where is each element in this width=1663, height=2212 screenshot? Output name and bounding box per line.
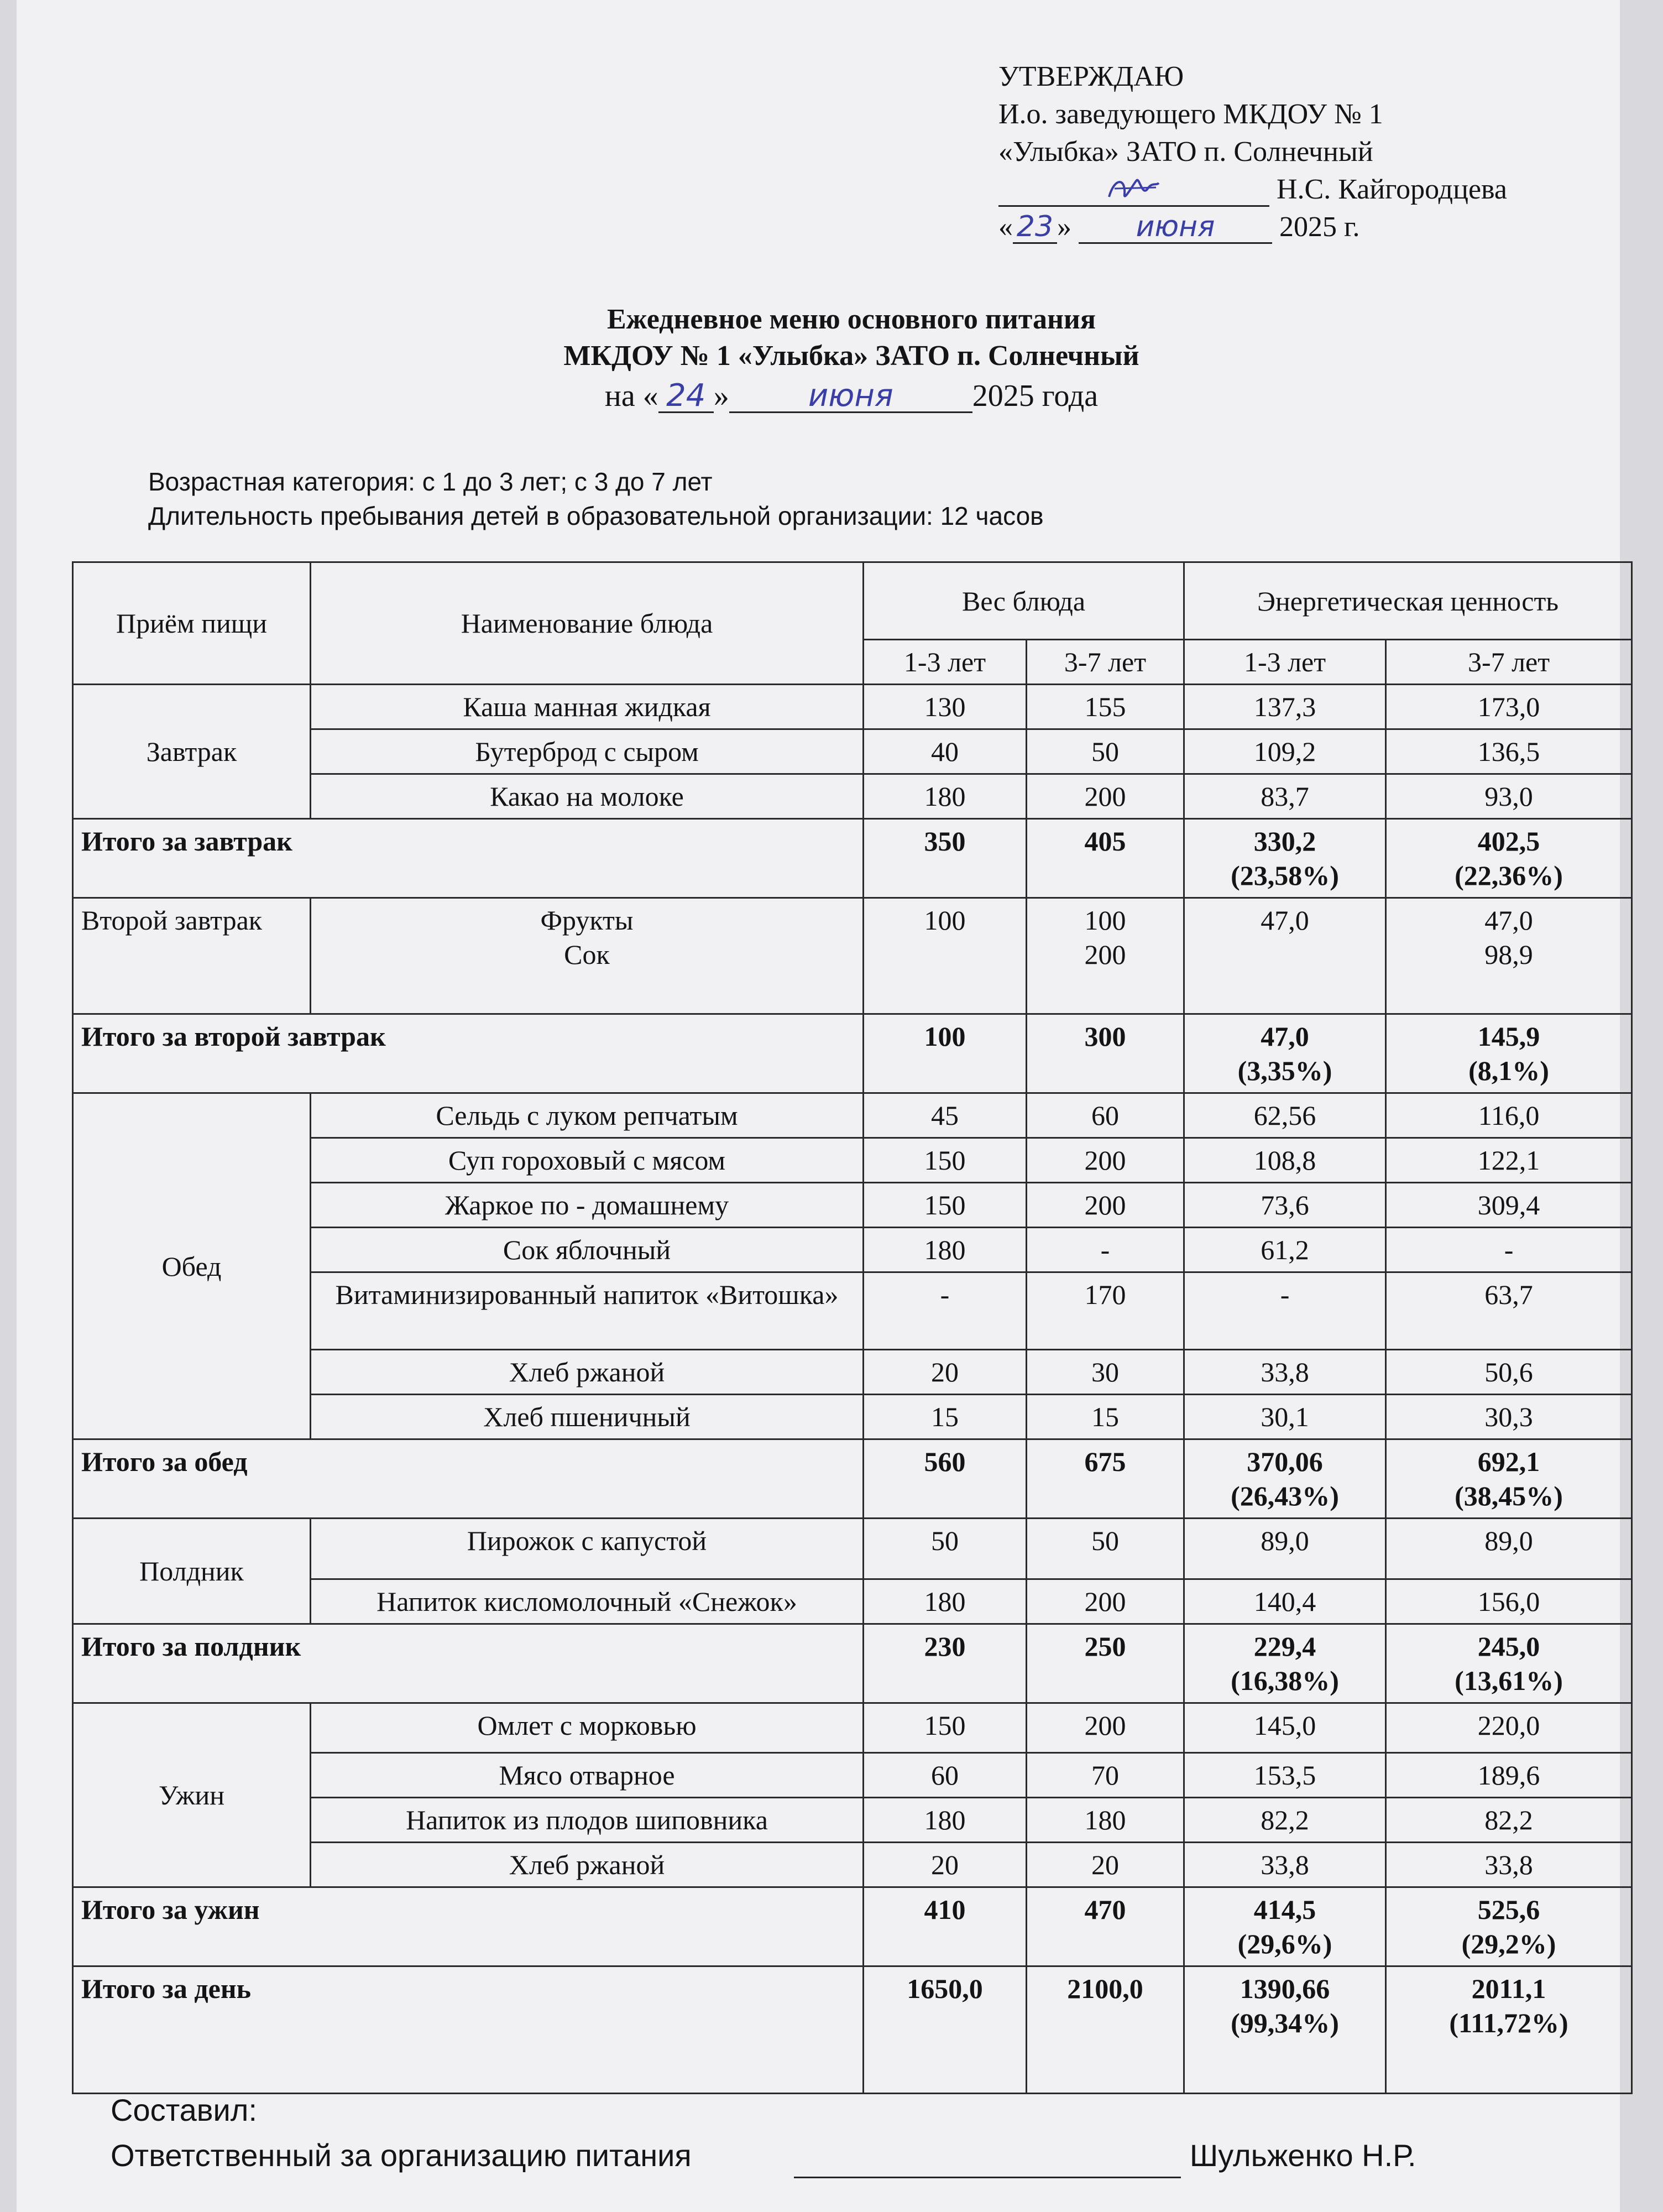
total-label: Итого за полдник bbox=[73, 1624, 864, 1703]
dish-cell: Каша манная жидкая bbox=[311, 685, 864, 729]
total-label: Итого за обед bbox=[73, 1439, 864, 1519]
title-day: 24 bbox=[658, 380, 714, 413]
dish-cell: Витаминизированный напиток «Витошка» bbox=[311, 1272, 864, 1350]
header-meal: Приём пищи bbox=[73, 562, 311, 685]
total-energy-3-7: 245,0 (13,61%) bbox=[1386, 1624, 1632, 1703]
weight-3-7: - bbox=[1027, 1228, 1184, 1272]
weight-3-7: 70 bbox=[1027, 1753, 1184, 1798]
dish-cell: Суп гороховый с мясом bbox=[311, 1138, 864, 1183]
weight-1-3: 20 bbox=[864, 1350, 1027, 1395]
approval-position: И.о. заведующего МКДОУ № 1 bbox=[998, 98, 1383, 130]
weight-3-7: 15 bbox=[1027, 1395, 1184, 1439]
approval-signature-line bbox=[998, 171, 1607, 208]
title-date-prefix: на « bbox=[604, 379, 658, 413]
header-row bbox=[73, 562, 1632, 640]
dish-cell: Пирожок с капустой bbox=[311, 1519, 864, 1579]
energy-1-3: - bbox=[1184, 1272, 1386, 1350]
day-total-weight-1-3: 1650,0 bbox=[864, 1966, 1027, 2094]
energy-3-7: 136,5 bbox=[1386, 729, 1632, 774]
responsible-line bbox=[111, 2133, 1636, 2178]
stay-duration: Длительность пребывания детей в образовательной организации: 12 часов bbox=[148, 502, 1044, 530]
footer-block bbox=[111, 2088, 1636, 2178]
weight-1-3: 150 bbox=[864, 1138, 1027, 1183]
weight-1-3: 45 bbox=[864, 1093, 1027, 1138]
weight-1-3: 40 bbox=[864, 729, 1027, 774]
approval-year: 2025 г. bbox=[1279, 211, 1360, 243]
energy-1-3: 145,0 bbox=[1184, 1703, 1386, 1753]
header-dish: Наименование блюда bbox=[311, 562, 864, 685]
table-row bbox=[73, 898, 1632, 1014]
energy-3-7: 82,2 bbox=[1386, 1798, 1632, 1843]
energy-3-7: 30,3 bbox=[1386, 1395, 1632, 1439]
total-energy-1-3: 370,06 (26,43%) bbox=[1184, 1439, 1386, 1519]
weight-3-7: 20 bbox=[1027, 1843, 1184, 1887]
weight-1-3: 150 bbox=[864, 1183, 1027, 1228]
age-category: Возрастная категория: с 1 до 3 лет; с 3 до 7 лет bbox=[148, 467, 713, 496]
total-weight-1-3: 410 bbox=[864, 1887, 1027, 1966]
energy-1-3: 108,8 bbox=[1184, 1138, 1386, 1183]
dish-cell: Какао на молоке bbox=[311, 774, 864, 819]
responsible-title: Ответственный за организацию питания bbox=[111, 2138, 692, 2173]
weight-1-3: 100 bbox=[864, 898, 1027, 1014]
title-line-2: МКДОУ № 1 «Улыбка» ЗАТО п. Солнечный bbox=[563, 340, 1139, 372]
weight-1-3: 50 bbox=[864, 1519, 1027, 1579]
signature-line bbox=[794, 2143, 1181, 2178]
signature-field bbox=[998, 172, 1269, 207]
total-row-snack bbox=[73, 1624, 1632, 1703]
table-row bbox=[73, 1703, 1632, 1753]
weight-1-3: 150 bbox=[864, 1703, 1027, 1753]
total-row-dinner bbox=[73, 1887, 1632, 1966]
dish-cell: Хлеб ржаной bbox=[311, 1843, 864, 1887]
energy-3-7: 220,0 bbox=[1386, 1703, 1632, 1753]
title-line-1: Ежедневное меню основного питания bbox=[606, 304, 1096, 335]
total-weight-3-7: 405 bbox=[1027, 819, 1184, 898]
weight-3-7: 100 200 bbox=[1027, 898, 1184, 1014]
meal-lunch: Обед bbox=[73, 1093, 311, 1439]
total-weight-1-3: 100 bbox=[864, 1014, 1027, 1093]
total-energy-1-3: 229,4 (16,38%) bbox=[1184, 1624, 1386, 1703]
total-label: Итого за второй завтрак bbox=[73, 1014, 864, 1093]
title-date-mid: » bbox=[713, 379, 729, 413]
dish-cell: Сельдь с луком репчатым bbox=[311, 1093, 864, 1138]
total-row-day bbox=[73, 1966, 1632, 2094]
total-energy-3-7: 692,1 (38,45%) bbox=[1386, 1439, 1632, 1519]
weight-3-7: 170 bbox=[1027, 1272, 1184, 1350]
total-energy-3-7: 525,6 (29,2%) bbox=[1386, 1887, 1632, 1966]
total-row-second-breakfast bbox=[73, 1014, 1632, 1093]
energy-1-3: 30,1 bbox=[1184, 1395, 1386, 1439]
dish-cell: Напиток из плодов шиповника bbox=[311, 1798, 864, 1843]
energy-3-7: 47,0 98,9 bbox=[1386, 898, 1632, 1014]
approval-month: июня bbox=[1079, 211, 1272, 244]
header-energy: Энергетическая ценность bbox=[1184, 562, 1632, 640]
energy-1-3: 137,3 bbox=[1184, 685, 1386, 729]
energy-3-7: 122,1 bbox=[1386, 1138, 1632, 1183]
weight-3-7: 60 bbox=[1027, 1093, 1184, 1138]
dish-cell: Мясо отварное bbox=[311, 1753, 864, 1798]
approval-heading: УТВЕРЖДАЮ bbox=[998, 61, 1184, 92]
total-energy-1-3: 414,5 (29,6%) bbox=[1184, 1887, 1386, 1966]
energy-3-7: 156,0 bbox=[1386, 1579, 1632, 1624]
weight-1-3: 60 bbox=[864, 1753, 1027, 1798]
weight-3-7: 200 bbox=[1027, 1579, 1184, 1624]
table-row bbox=[73, 685, 1632, 729]
total-row-breakfast bbox=[73, 819, 1632, 898]
title-month: июня bbox=[729, 380, 972, 413]
energy-1-3: 62,56 bbox=[1184, 1093, 1386, 1138]
energy-3-7: 63,7 bbox=[1386, 1272, 1632, 1350]
dish-cell: Хлеб пшеничный bbox=[311, 1395, 864, 1439]
total-weight-3-7: 250 bbox=[1027, 1624, 1184, 1703]
total-weight-1-3: 560 bbox=[864, 1439, 1027, 1519]
menu-table bbox=[72, 561, 1633, 2094]
approval-day: 23 bbox=[1013, 211, 1057, 244]
total-energy-1-3: 47,0 (3,35%) bbox=[1184, 1014, 1386, 1093]
weight-1-3: 130 bbox=[864, 685, 1027, 729]
weight-3-7: 30 bbox=[1027, 1350, 1184, 1395]
approval-date: « 23 » июня 2025 г. bbox=[998, 210, 1360, 243]
weight-1-3: - bbox=[864, 1272, 1027, 1350]
approval-name: Н.С. Кайгородцева bbox=[1277, 174, 1507, 205]
day-total-label: Итого за день bbox=[73, 1966, 864, 2094]
energy-3-7: 33,8 bbox=[1386, 1843, 1632, 1887]
energy-1-3: 33,8 bbox=[1184, 1350, 1386, 1395]
weight-1-3: 15 bbox=[864, 1395, 1027, 1439]
total-weight-3-7: 470 bbox=[1027, 1887, 1184, 1966]
day-total-weight-3-7: 2100,0 bbox=[1027, 1966, 1184, 2094]
weight-3-7: 155 bbox=[1027, 685, 1184, 729]
day-total-energy-3-7: 2011,1 (111,72%) bbox=[1386, 1966, 1632, 2094]
total-energy-3-7: 145,9 (8,1%) bbox=[1386, 1014, 1632, 1093]
table-row bbox=[73, 1519, 1632, 1579]
document-meta bbox=[148, 465, 1586, 533]
total-energy-1-3: 330,2 (23,58%) bbox=[1184, 819, 1386, 898]
weight-3-7: 200 bbox=[1027, 1703, 1184, 1753]
approval-org: «Улыбка» ЗАТО п. Солнечный bbox=[998, 136, 1373, 168]
energy-3-7: 89,0 bbox=[1386, 1519, 1632, 1579]
dish-cell: Хлеб ржаной bbox=[311, 1350, 864, 1395]
document-sheet bbox=[17, 0, 1620, 2212]
weight-3-7: 200 bbox=[1027, 1183, 1184, 1228]
energy-1-3: 47,0 bbox=[1184, 898, 1386, 1014]
dish-cell: Фрукты Сок bbox=[311, 898, 864, 1014]
weight-1-3: 20 bbox=[864, 1843, 1027, 1887]
total-weight-3-7: 675 bbox=[1027, 1439, 1184, 1519]
meal-second-breakfast: Второй завтрак bbox=[73, 898, 311, 1014]
energy-3-7: 173,0 bbox=[1386, 685, 1632, 729]
total-label: Итого за ужин bbox=[73, 1887, 864, 1966]
energy-3-7: 309,4 bbox=[1386, 1183, 1632, 1228]
header-energy-age1: 1-3 лет bbox=[1184, 640, 1386, 685]
energy-3-7: 116,0 bbox=[1386, 1093, 1632, 1138]
energy-3-7: - bbox=[1386, 1228, 1632, 1272]
meal-dinner: Ужин bbox=[73, 1703, 311, 1887]
weight-3-7: 200 bbox=[1027, 1138, 1184, 1183]
dish-cell: Сок яблочный bbox=[311, 1228, 864, 1272]
total-energy-3-7: 402,5 (22,36%) bbox=[1386, 819, 1632, 898]
approval-block bbox=[998, 58, 1607, 246]
meal-breakfast: Завтрак bbox=[73, 685, 311, 819]
responsible-name: Шульженко Н.Р. bbox=[1189, 2138, 1416, 2173]
total-weight-3-7: 300 bbox=[1027, 1014, 1184, 1093]
weight-1-3: 180 bbox=[864, 1579, 1027, 1624]
weight-3-7: 50 bbox=[1027, 1519, 1184, 1579]
dish-cell: Напиток кисломолочный «Снежок» bbox=[311, 1579, 864, 1624]
title-year: 2025 года bbox=[972, 379, 1099, 413]
energy-1-3: 83,7 bbox=[1184, 774, 1386, 819]
energy-1-3: 140,4 bbox=[1184, 1579, 1386, 1624]
total-label: Итого за завтрак bbox=[73, 819, 864, 898]
header-weight-age2: 3-7 лет bbox=[1027, 640, 1184, 685]
weight-3-7: 50 bbox=[1027, 729, 1184, 774]
header-weight-age1: 1-3 лет bbox=[864, 640, 1027, 685]
energy-3-7: 93,0 bbox=[1386, 774, 1632, 819]
header-weight: Вес блюда bbox=[864, 562, 1184, 640]
energy-1-3: 61,2 bbox=[1184, 1228, 1386, 1272]
energy-1-3: 153,5 bbox=[1184, 1753, 1386, 1798]
total-weight-1-3: 350 bbox=[864, 819, 1027, 898]
energy-1-3: 82,2 bbox=[1184, 1798, 1386, 1843]
dish-cell: Бутерброд с сыром bbox=[311, 729, 864, 774]
title-date bbox=[127, 374, 1576, 418]
weight-1-3: 180 bbox=[864, 1228, 1027, 1272]
total-weight-1-3: 230 bbox=[864, 1624, 1027, 1703]
document-title bbox=[127, 301, 1576, 418]
energy-1-3: 109,2 bbox=[1184, 729, 1386, 774]
total-row-lunch bbox=[73, 1439, 1632, 1519]
weight-3-7: 180 bbox=[1027, 1798, 1184, 1843]
handwritten-signature-icon bbox=[1104, 172, 1164, 205]
composed-label: Составил: bbox=[111, 2093, 258, 2127]
energy-1-3: 89,0 bbox=[1184, 1519, 1386, 1579]
energy-1-3: 33,8 bbox=[1184, 1843, 1386, 1887]
weight-1-3: 180 bbox=[864, 774, 1027, 819]
energy-3-7: 189,6 bbox=[1386, 1753, 1632, 1798]
energy-3-7: 50,6 bbox=[1386, 1350, 1632, 1395]
table-row bbox=[73, 1093, 1632, 1138]
day-total-energy-1-3: 1390,66 (99,34%) bbox=[1184, 1966, 1386, 2094]
dish-cell: Омлет с морковью bbox=[311, 1703, 864, 1753]
dish-cell: Жаркое по - домашнему bbox=[311, 1183, 864, 1228]
header-energy-age2: 3-7 лет bbox=[1386, 640, 1632, 685]
weight-1-3: 180 bbox=[864, 1798, 1027, 1843]
energy-1-3: 73,6 bbox=[1184, 1183, 1386, 1228]
weight-3-7: 200 bbox=[1027, 774, 1184, 819]
meal-snack: Полдник bbox=[73, 1519, 311, 1624]
